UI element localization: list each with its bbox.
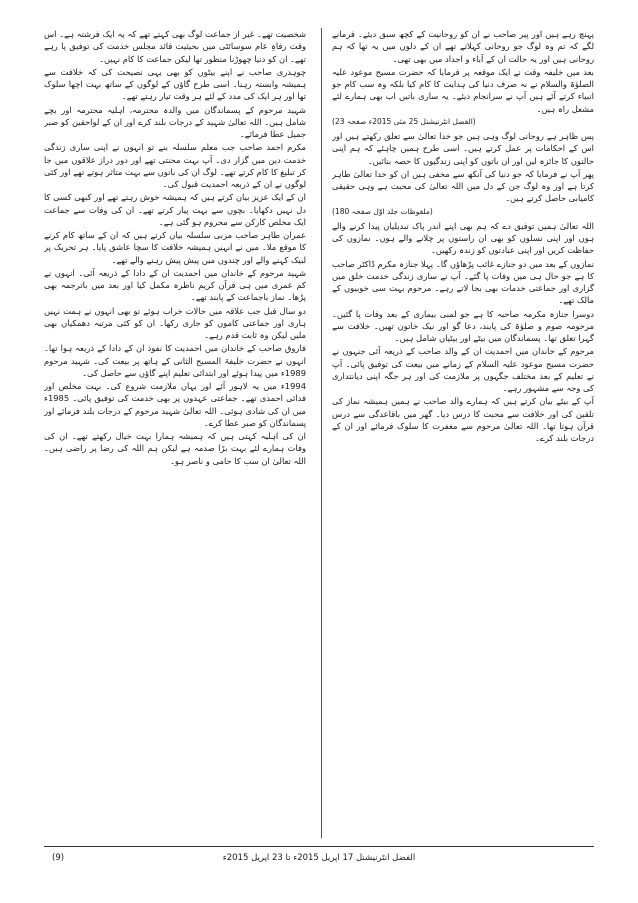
text-column-left xyxy=(44,28,306,838)
paragraph: پہنچ رہے ہیں اور پیر صاحب نے ان کو روحانیت کے کچھ سبق دیئے۔ فرمانے لگے کہ تم وہ لوگ جو روحانی کہلاتے تھے ان کے دلوں میں یہ تھا کہ ہم روحانی ہیں اور یہ حالت ان کے آباء و اجداد میں بھی تھی۔ xyxy=(332,29,594,64)
paragraph: شخصیت تھے۔ غیر از جماعت لوگ بھی کہتے تھے کہ یہ ایک فرشتہ ہے۔ اس وقت رفاہِ عام سوسائٹی میں بحیثیت قائد مجلس خدمت کی توفیق پا رہے تھے۔ ان کو دنیا چھوڑنا منظور تھا لیکن جماعت کا کام نہیں۔ xyxy=(44,29,306,64)
paragraph: بعد میں خلیفہ وقت نے ایک موقعہ پر فرمایا کہ حضرت مسیح موعود علیہ الصلوٰۃ والسلام نے نہ صرف دنیا کی ہدایت کا کام کیا بلکہ وہ سب کام جو انبیاء کرتے آئے ہیں آپ نے سرانجام دیئے۔ یہ ساری باتیں اب بھی ہمارے لئے مشعل راہ ہیں۔ xyxy=(332,66,594,114)
paragraph: مکرم احمد صاحب جب معلم سلسلہ بنے تو انہوں نے اپنی ساری زندگی خدمت دین میں گزار دی۔ آپ بہت محنتی تھے اور دور دراز علاقوں میں جا کر تبلیغ کا کام کرتے تھے۔ لوگ ان کی باتوں سے بہت متاثر ہوتے تھے اور کئی لوگوں نے ان کے ذریعہ احمدیت قبول کی۔ xyxy=(44,142,306,189)
paragraph: آپ کے بیٹے بیان کرتے ہیں کہ ہمارے والد صاحب نے ہمیں ہمیشہ نماز کی تلقین کی اور خلافت سے محبت کا درس دیا۔ گھر میں باقاعدگی سے درس قرآن ہوتا تھا۔ اللہ تعالیٰ مرحوم سے مغفرت کا سلوک فرمائے اور ان کے درجات بلند کرے۔ xyxy=(332,396,594,443)
paragraph: ان کے ایک عزیز بیان کرتے ہیں کہ ہمیشہ خوش رہتے تھے اور کبھی کسی کا دل نہیں دکھایا۔ بچوں سے بہت پیار کرتے تھے۔ ان کی وفات سے جماعت ایک مخلص کارکن سے محروم ہو گئی ہے۔ xyxy=(44,192,306,227)
paragraph: چوہدری صاحب نے اپنے بیٹوں کو بھی یہی نصیحت کی کہ خلافت سے ہمیشہ وابستہ رہنا۔ اسی طرح گاؤں کے لوگوں کے ساتھ بہت اچھا سلوک تھا اور ہر ایک کی مدد کے لئے ہر وقت تیار رہتے تھے۔ xyxy=(44,66,306,102)
paragraph: نمازوں کے بعد میں دو جنازے غائب پڑھاؤں گا۔ پہلا جنازہ مکرم ڈاکٹر صاحب کا ہے جو حال ہی میں وفات پا گئے۔ آپ نے ساری زندگی خدمت خلق میں گزاری اور جماعتی خدمات بھی بجا لاتے رہے۔ مرحوم بہت سی خوبیوں کے مالک تھے۔ xyxy=(332,258,594,306)
paragraph: ان کی اہلیہ کہتی ہیں کہ ہمیشہ ہمارا بہت خیال رکھتے تھے۔ ان کی وفات ہمارے لئے بہت بڑا صدمہ ہے لیکن ہم اللہ کی رضا پر راضی ہیں۔ اللہ تعالیٰ ان سب کا حامی و ناصر ہو۔ xyxy=(44,431,306,466)
issue-date-footer: الفضل انٹرنیشنل 17 اپریل 2015ء تا 23 اپریل 2015ء xyxy=(222,853,416,863)
paragraph: شہید مرحوم کے پسماندگان میں والدہ محترمہ، اہلیہ محترمہ اور بچے شامل ہیں۔ اللہ تعالیٰ شہید کے درجات بلند کرے اور ان کے لواحقین کو صبر جمیل عطا فرمائے۔ xyxy=(44,104,306,139)
paragraph: فاروق صاحب کے خاندان میں احمدیت کا نفوذ ان کے دادا کے ذریعہ ہوا تھا۔ انہوں نے حضرت خلیفۃ المسیح الثانی کے ہاتھ پر بیعت کی۔ شہید مرحوم 1989ء میں پیدا ہوئے اور ابتدائی تعلیم اپنے گاؤں سے حاصل کی۔ xyxy=(44,343,306,378)
paragraph: عمران طاہر صاحب مربی سلسلہ بیان کرتے ہیں کہ ان کے ساتھ کام کرنے کا موقع ملا۔ میں نے انہیں ہمیشہ خلافت کا سچا عاشق پایا۔ ہر تحریک پر لبیک کہنے والے اور چندوں میں پیش پیش رہنے والے تھے۔ xyxy=(44,230,306,265)
paragraph: اللہ تعالیٰ ہمیں توفیق دے کہ ہم بھی اپنے اندر پاک تبدیلیاں پیدا کرنے والے ہوں اور اپنی نسلوں کو بھی ان راستوں پر چلانے والے ہوں۔ نمازوں کی حفاظت کریں اور اپنی عبادتوں کو زندہ رکھیں۔ xyxy=(332,220,594,256)
paragraph: مرحوم کے خاندان میں احمدیت ان کے والد صاحب کے ذریعہ آئی جنہوں نے حضرت مسیح موعود علیہ السلام کے زمانے میں بیعت کی توفیق پائی۔ آپ نے تعلیم کے بعد مختلف جگہوں پر ملازمت کی اور ہر جگہ اپنی دیانتداری کی وجہ سے مشہور رہے۔ xyxy=(332,346,594,393)
column-divider xyxy=(321,28,322,838)
paragraph: دوسرا جنازہ مکرمہ صاحبہ کا ہے جو لمبی بیماری کے بعد وفات پا گئیں۔ مرحومہ صوم و صلوٰۃ کی پابند، دعا گو اور نیک خاتون تھیں۔ خلافت سے گہرا تعلق تھا۔ پسماندگان میں بیٹے اور بیٹیاں شامل ہیں۔ xyxy=(332,308,594,343)
footer-divider xyxy=(44,846,594,847)
citation: (ملفوظات جلد اوّل صفحہ 180) xyxy=(332,206,433,216)
article-body xyxy=(44,28,594,838)
paragraph: 1994ء میں یہ لاہور آئے اور یہاں ملازمت شروع کی۔ بہت مخلص اور فدائی احمدی تھے۔ جماعتی عہدوں پر بھی خدمت کی توفیق پائی۔ 1985ء میں ان کی شادی ہوئی۔ اللہ تعالیٰ شہید مرحوم کے درجات بلند فرمائے اور پسماندگان کو صبر عطا کرے۔ xyxy=(44,381,306,428)
page-number: (9) xyxy=(52,853,65,863)
text-column-right xyxy=(332,28,594,838)
citation: (الفضل انٹرنیشنل 25 مئی 2015ء صفحہ 23) xyxy=(332,116,476,126)
paragraph: دو سال قبل جب علاقہ میں حالات خراب ہوئے تو بھی انہوں نے ہمت نہیں ہاری اور جماعتی کاموں کو جاری رکھا۔ ان کو کئی مرتبہ دھمکیاں بھی ملیں لیکن وہ ثابت قدم رہے۔ xyxy=(44,305,306,340)
paragraph: پس ظاہر ہے روحانی لوگ وہی ہیں جو خدا تعالیٰ سے تعلق رکھتے ہیں اور اس کے احکامات پر عمل کرتے ہیں۔ اسی طرح ہمیں چاہئے کہ ہم اپنی حالتوں کا جائزہ لیں اور ان باتوں کو اپنی زندگیوں کا حصہ بنائیں۔ xyxy=(332,131,594,166)
paragraph: پھر آپ نے فرمایا کہ جو دنیا کی آنکھ سے مخفی ہیں ان کو خدا تعالیٰ ظاہر کرتا ہے اور وہ لوگ جن کے دل میں اللہ تعالیٰ کی محبت ہے وہی حقیقی کامیابی حاصل کرتے ہیں۔ xyxy=(332,168,594,204)
paragraph: شہید مرحوم کے خاندان میں احمدیت ان کے دادا کے ذریعہ آئی۔ انہوں نے کم عمری میں ہی قرآن کریم ناظرہ مکمل کیا اور بعد میں باترجمہ بھی پڑھا۔ نماز باجماعت کے پابند تھے۔ xyxy=(44,267,306,303)
